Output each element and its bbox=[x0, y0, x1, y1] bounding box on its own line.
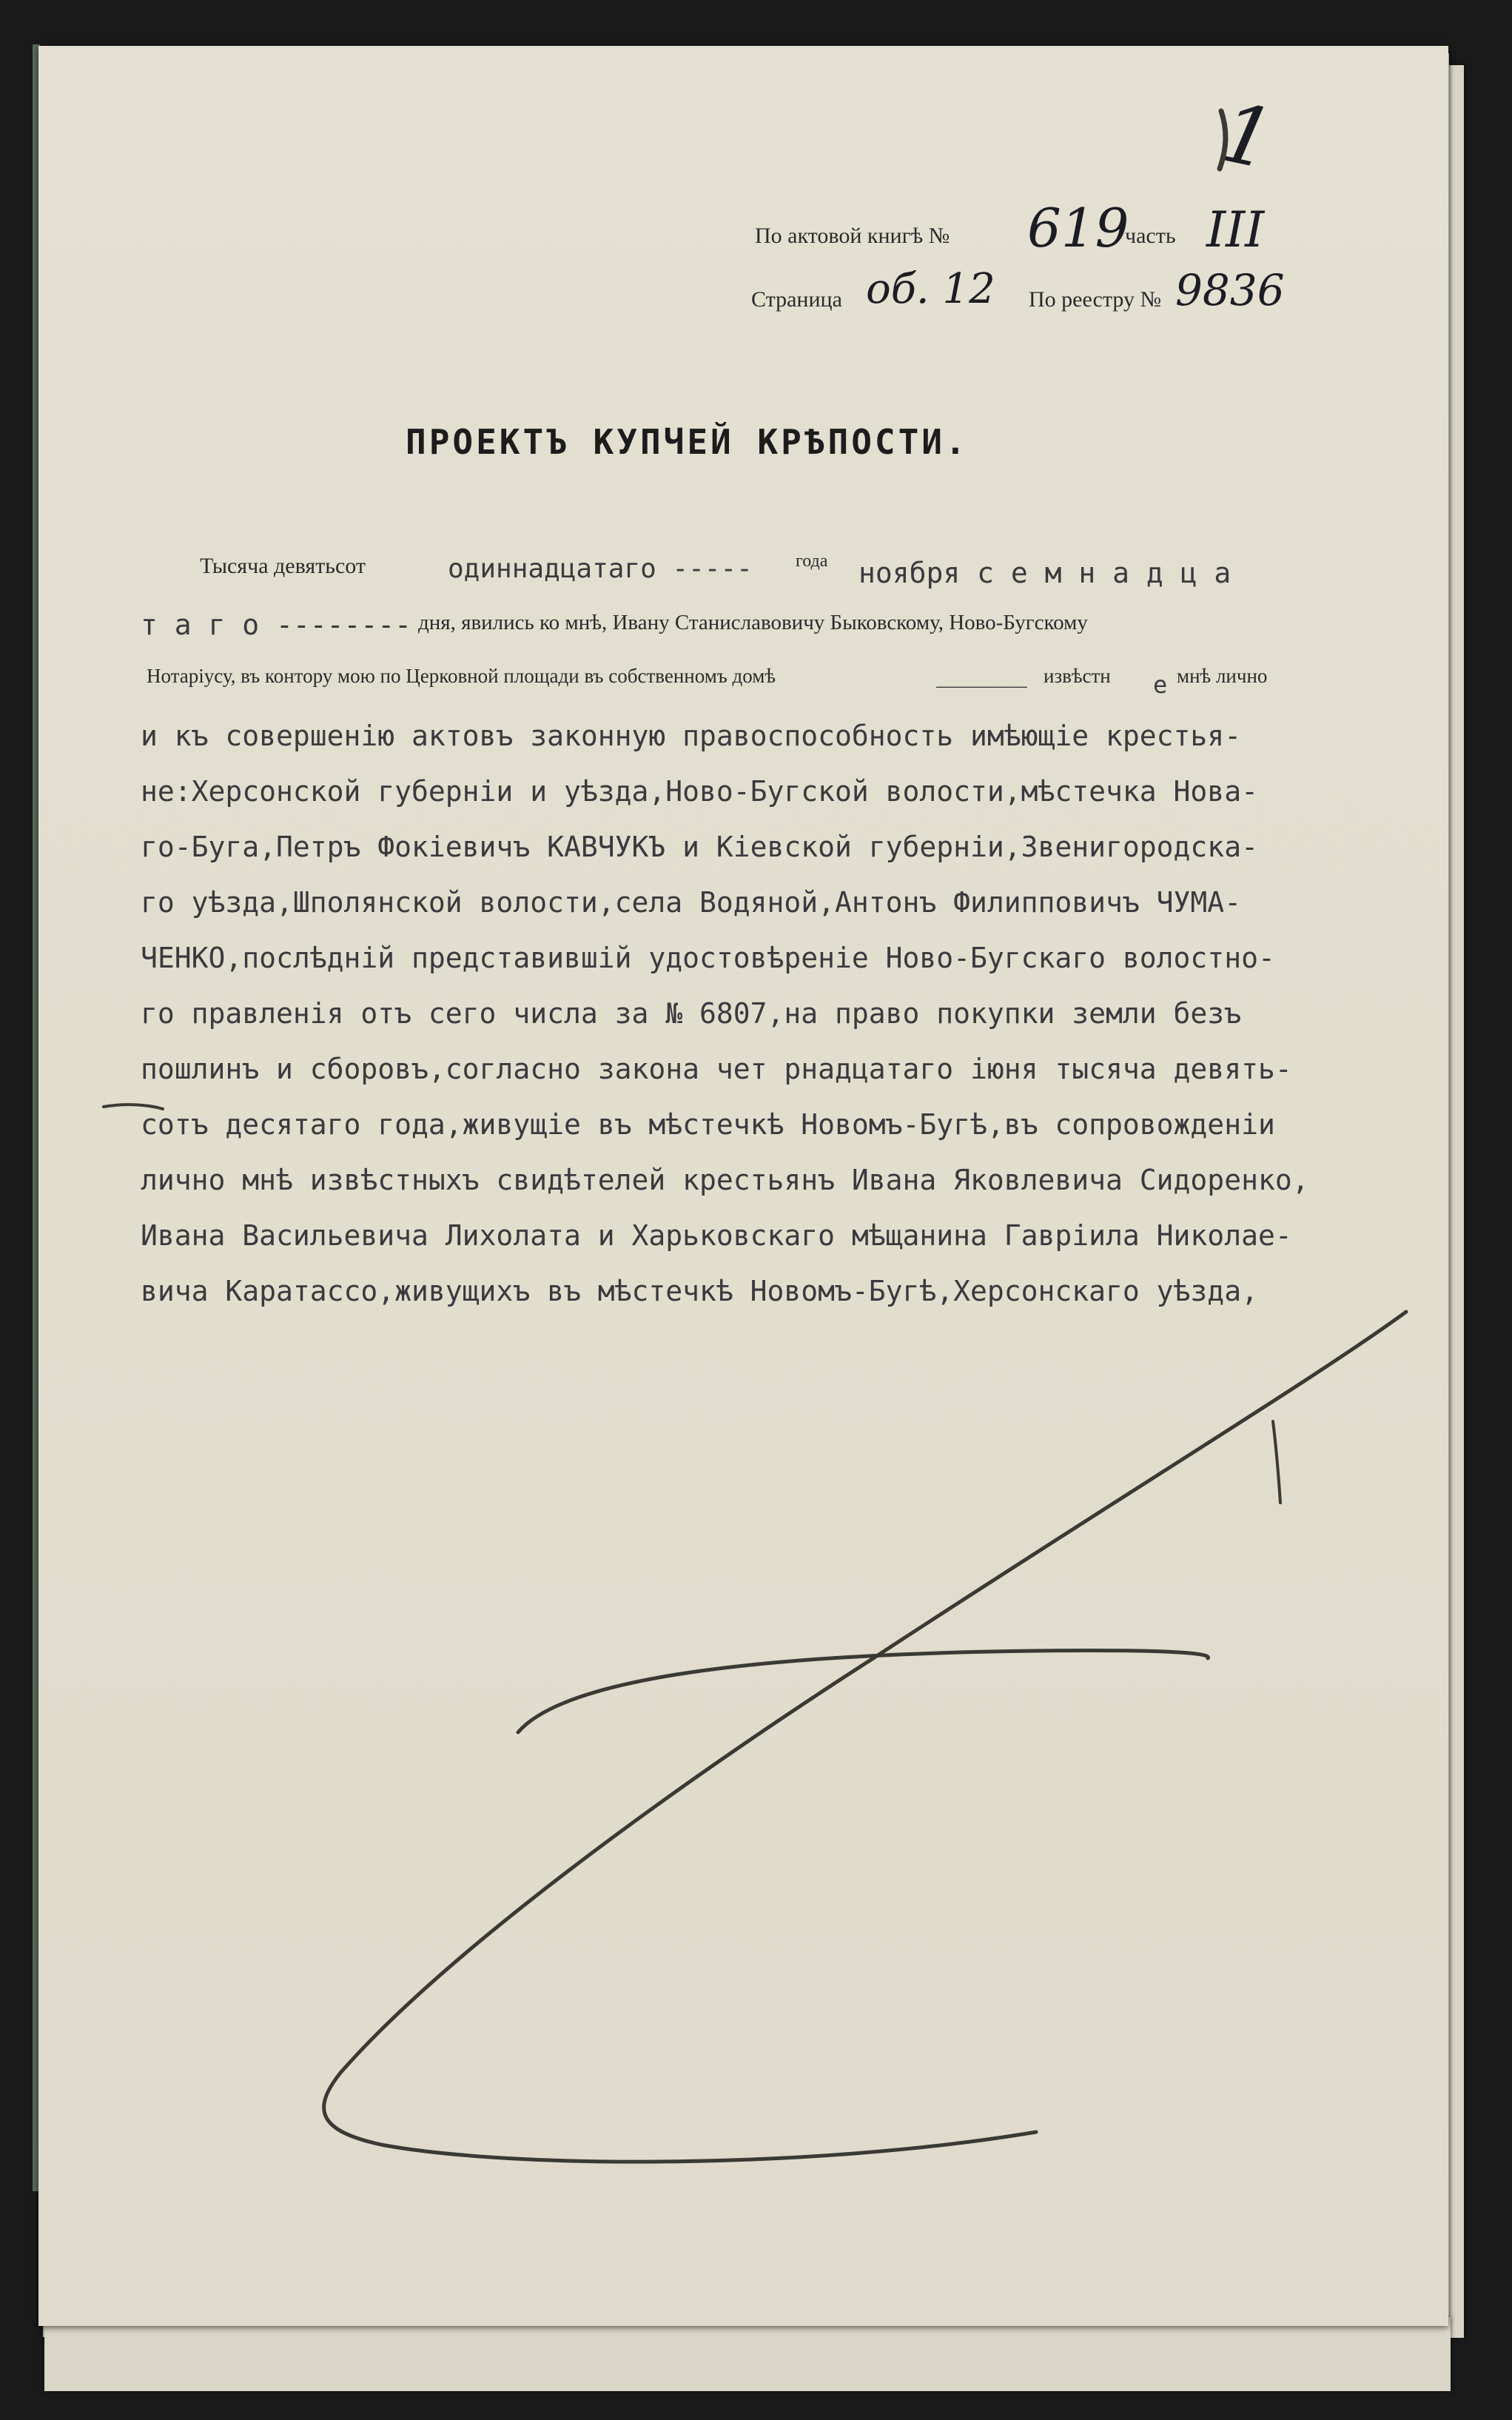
body-line: не:Херсонской губерніи и уѣзда,Ново-Бугской волости,мѣстечка Нова- bbox=[141, 775, 1258, 808]
intro-printed-office: Нотаріусу, въ контору мою по Церковной площади въ собственномъ домѣ bbox=[147, 665, 776, 687]
corner-page-mark: 1 bbox=[1212, 84, 1283, 188]
body-line: лично мнѣ извѣстныхъ свидѣтелей крестьянъ Ивана Яковлевича Сидоренко, bbox=[141, 1164, 1309, 1196]
book-label: По актовой книгѣ № bbox=[755, 224, 950, 248]
intro-typed-month: ноября с е м н а д ц а bbox=[859, 557, 1232, 589]
body-line: го-Буга,Петръ Фокіевичъ КАВЧУКЪ и Кіевской губерніи,Звенигородска- bbox=[141, 831, 1258, 863]
body-line: Ивана Васильевича Лихолата и Харьковскаго мѣщанина Гавріила Николае- bbox=[141, 1219, 1292, 1252]
part-number: III bbox=[1206, 201, 1265, 258]
intro-typed-day: т а г о -------- bbox=[141, 609, 412, 641]
intro-typed-year: одиннадцатаго ----- bbox=[448, 554, 753, 584]
intro-printed-personally: мнѣ лично bbox=[1177, 665, 1268, 687]
document-title: ПРОЕКТЪ КУПЧЕЙ КРѢПОСТИ. bbox=[406, 422, 969, 462]
intro-printed-notary: дня, явились ко мнѣ, Ивану Станиславовичу Быковскому, Ново-Бугскому bbox=[418, 611, 1088, 634]
intro-printed-year-label: года bbox=[796, 552, 828, 571]
body-line: и къ совершенію актовъ законную правоспособность имѣющіе крестья- bbox=[141, 720, 1242, 752]
page-number: об. 12 bbox=[866, 265, 995, 313]
register-label: По реестру № bbox=[1029, 287, 1162, 312]
page-label: Страница bbox=[751, 287, 842, 312]
body-line: сотъ десятаго года,живущіе въ мѣстечкѣ Новомъ-Бугѣ,въ сопровожденіи bbox=[141, 1108, 1275, 1141]
intro-typed-ending: е bbox=[1153, 671, 1168, 699]
part-label: часть bbox=[1125, 224, 1176, 248]
body-line: вича Каратассо,живущихъ въ мѣстечкѣ Новомъ-Бугѣ,Херсонскаго уѣзда, bbox=[141, 1275, 1258, 1307]
book-number: 619 bbox=[1027, 197, 1129, 259]
register-number: 9836 bbox=[1175, 265, 1285, 315]
body-line: го уѣзда,Шполянской волости,села Водяной,Антонъ Филипповичъ ЧУМА- bbox=[141, 886, 1242, 919]
intro-printed-known: извѣстн bbox=[1044, 665, 1111, 687]
body-line: пошлинъ и сборовъ,согласно закона чет рнадцатаго іюня тысяча девять- bbox=[141, 1053, 1292, 1085]
intro-printed-thousand: Тысяча девятьсот bbox=[200, 554, 366, 578]
intro-typed-blank: ______ bbox=[936, 659, 1027, 688]
body-line: го правленія отъ сего числа за № 6807,на право покупки земли безъ bbox=[141, 997, 1242, 1030]
body-line: ЧЕНКО,послѣдній представившій удостовѣреніе Ново-Бугскаго волостно- bbox=[141, 942, 1275, 974]
